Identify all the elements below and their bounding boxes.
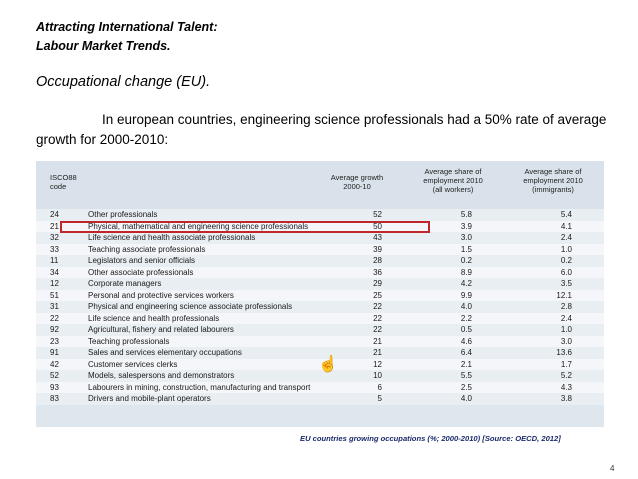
cell-share-all: 2.1 (460, 359, 472, 369)
cell-occupation: Physical and engineering science associate professionals (88, 302, 293, 311)
table-row (36, 301, 604, 313)
cell-share-all: 4.2 (460, 279, 472, 288)
cell-share-all: 0.2 (460, 256, 472, 265)
cell-share-all: 2.2 (460, 313, 472, 323)
header-line-2: Labour Market Trends. (36, 39, 171, 53)
table-row (36, 255, 604, 267)
cell-code: 22 (50, 313, 59, 323)
cell-occupation: Physical, mathematical and engineering science professionals (88, 221, 309, 231)
table-caption: EU countries growing occupations (%; 2000-2010) [Source: OECD, 2012] (300, 434, 561, 443)
cell-code: 12 (50, 279, 59, 288)
cell-share-all: 0.5 (460, 325, 472, 334)
cell-share-immigrants: 6.0 (560, 267, 572, 277)
cell-growth: 21 (373, 336, 382, 346)
cell-growth: 43 (373, 233, 382, 242)
section-title: Occupational change (EU). (36, 74, 211, 90)
table-row (36, 313, 604, 325)
cell-occupation: Other professionals (88, 210, 158, 219)
cell-occupation: Teaching associate professionals (88, 244, 206, 254)
cell-code: 11 (50, 256, 59, 265)
cell-growth: 52 (373, 210, 382, 219)
header-share-all: Average share of employment 2010 (all workers) (423, 167, 483, 194)
cell-share-immigrants: 3.8 (560, 394, 572, 403)
cell-code: 52 (50, 371, 59, 380)
cell-growth: 50 (373, 221, 382, 231)
intro-text: In european countries, engineering science professionals had a 50% rate of average growth for 2000-2010: (36, 112, 607, 147)
cell-share-immigrants: 1.0 (560, 325, 572, 334)
cell-share-all: 4.0 (460, 302, 472, 311)
cell-growth: 5 (377, 394, 382, 403)
cell-occupation: Models, salespersons and demonstrators (88, 371, 235, 380)
table-row (36, 209, 604, 221)
cell-share-immigrants: 4.1 (560, 221, 572, 231)
cell-code: 33 (50, 244, 59, 254)
slide-header (36, 18, 218, 56)
cell-growth: 22 (373, 325, 382, 334)
cell-growth: 29 (373, 279, 382, 288)
page-number: 4 (610, 464, 615, 473)
cell-share-all: 9.9 (460, 290, 472, 300)
intro-paragraph (36, 110, 632, 150)
cell-share-all: 1.5 (460, 244, 472, 254)
table-row (36, 324, 604, 336)
table-row (36, 278, 604, 290)
cell-occupation: Drivers and mobile-plant operators (88, 394, 211, 403)
cell-code: 93 (50, 382, 59, 392)
cell-growth: 6 (377, 382, 382, 392)
cell-share-immigrants: 13.6 (556, 348, 572, 357)
table-header (36, 161, 604, 209)
cell-share-immigrants: 3.0 (560, 336, 572, 346)
cell-share-all: 5.5 (460, 371, 472, 380)
cell-share-immigrants: 12.1 (556, 290, 572, 300)
cell-code: 21 (50, 221, 59, 231)
cell-share-all: 3.9 (460, 221, 472, 231)
cell-share-immigrants: 2.4 (560, 313, 572, 323)
cell-share-immigrants: 0.2 (560, 256, 572, 265)
cell-code: 51 (50, 290, 59, 300)
cell-growth: 21 (373, 348, 382, 357)
cell-code: 31 (50, 302, 59, 311)
cell-occupation: Sales and services elementary occupations (88, 348, 242, 357)
cell-share-all: 6.4 (460, 348, 472, 357)
cell-growth: 36 (373, 267, 382, 277)
cell-occupation: Personal and protective services workers (88, 290, 234, 300)
table-row (36, 382, 604, 394)
cell-share-immigrants: 5.4 (560, 210, 572, 219)
cell-occupation: Life science and health associate professionals (88, 233, 256, 242)
cell-share-all: 4.0 (460, 394, 472, 403)
table-row (36, 393, 604, 405)
cell-occupation: Labourers in mining, construction, manufacturing and transport (88, 382, 311, 392)
cell-code: 34 (50, 267, 59, 277)
cell-code: 42 (50, 359, 59, 369)
cell-share-all: 3.0 (460, 233, 472, 242)
cell-share-immigrants: 2.8 (560, 302, 572, 311)
table-row (36, 336, 604, 348)
cell-occupation: Life science and health professionals (88, 313, 220, 323)
cell-code: 24 (50, 210, 59, 219)
cell-share-immigrants: 3.5 (560, 279, 572, 288)
cell-occupation: Other associate professionals (88, 267, 194, 277)
table-row (36, 244, 604, 256)
highlight-box (60, 221, 430, 233)
cell-growth: 22 (373, 313, 382, 323)
cell-growth: 22 (373, 302, 382, 311)
cell-share-all: 8.9 (460, 267, 472, 277)
header-growth: Average growth 2000-10 (330, 173, 384, 191)
cell-code: 32 (50, 233, 59, 242)
hand-cursor-icon: ☝ (318, 356, 338, 373)
header-line-1: Attracting International Talent: (36, 20, 218, 34)
occupations-table (36, 161, 604, 427)
cell-growth: 12 (373, 359, 382, 369)
table-row (36, 232, 604, 244)
cell-code: 23 (50, 336, 59, 346)
cell-share-all: 4.6 (460, 336, 472, 346)
cell-occupation: Agricultural, fishery and related labourers (88, 325, 234, 334)
cell-occupation: Legislators and senior officials (88, 256, 196, 265)
cell-growth: 25 (373, 290, 382, 300)
cell-growth: 10 (373, 371, 382, 380)
cell-share-immigrants: 1.0 (560, 244, 572, 254)
cell-growth: 28 (373, 256, 382, 265)
cell-growth: 39 (373, 244, 382, 254)
table-row (36, 267, 604, 279)
cell-occupation: Corporate managers (88, 279, 162, 288)
cell-share-all: 5.8 (460, 210, 472, 219)
cell-code: 92 (50, 325, 59, 334)
cell-code: 83 (50, 394, 59, 403)
header-code: ISCO88 code (50, 173, 77, 191)
cell-occupation: Teaching professionals (88, 336, 170, 346)
cell-share-all: 2.5 (460, 382, 472, 392)
cell-occupation: Customer services clerks (88, 359, 178, 369)
cell-share-immigrants: 5.2 (560, 371, 572, 380)
cell-share-immigrants: 1.7 (560, 359, 572, 369)
table-row (36, 290, 604, 302)
header-share-immigrants: Average share of employment 2010 (immigrants) (523, 167, 583, 194)
cell-share-immigrants: 4.3 (560, 382, 572, 392)
cell-code: 91 (50, 348, 59, 357)
cell-share-immigrants: 2.4 (560, 233, 572, 242)
table-body (36, 209, 604, 405)
